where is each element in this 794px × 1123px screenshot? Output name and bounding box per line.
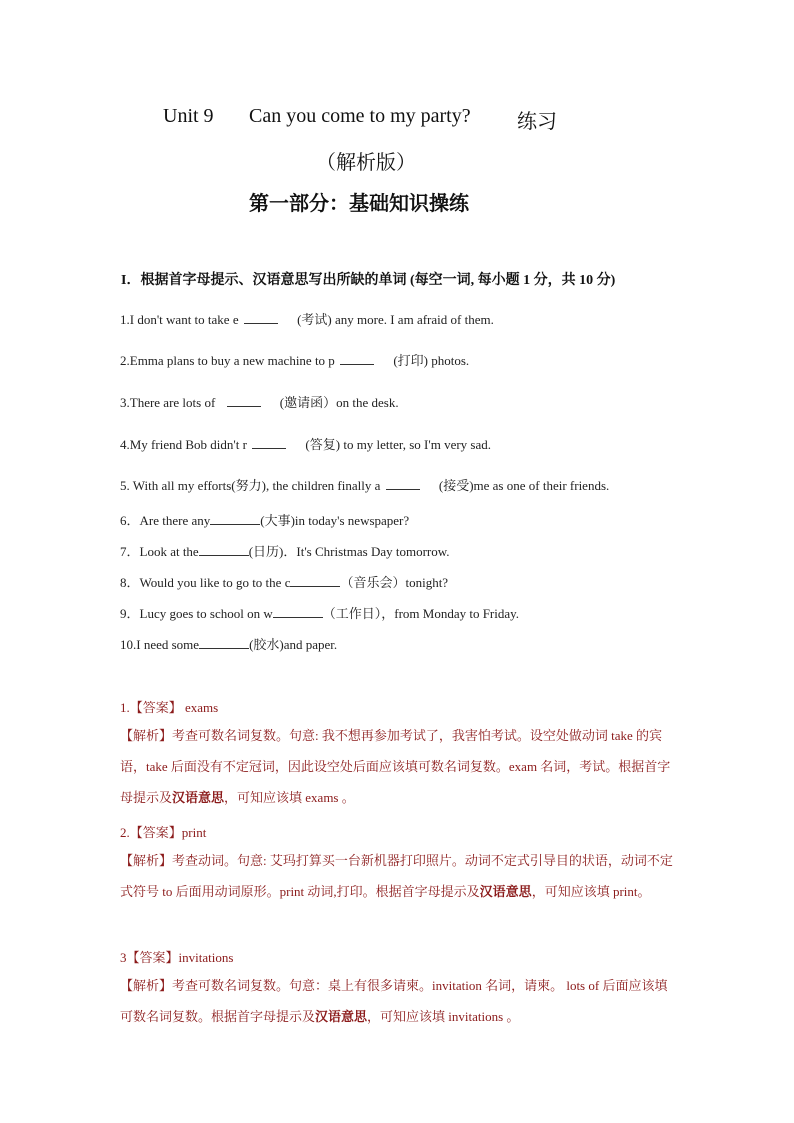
question-item: [120, 309, 494, 328]
part-title: 第一部分：基础知识操练: [249, 193, 469, 215]
question-item: [120, 603, 519, 622]
question-hint: (答复) to my letter, so I'm very sad.: [305, 437, 492, 452]
question-hint: (考试) any more. I am afraid of them.: [297, 312, 494, 327]
explanation-emphasis: 汉语意思: [315, 1009, 368, 1024]
question-item: [120, 475, 609, 494]
answer-blank: [386, 479, 420, 490]
explanation-text: ，可知应该填 print。: [531, 884, 651, 899]
answer-blank: [252, 438, 286, 449]
question-item: [120, 634, 337, 653]
question-hint: (打印) photos.: [393, 353, 470, 368]
question-text: 3.There are lots of: [120, 395, 216, 410]
answer-blank: [290, 576, 340, 587]
question-hint: (大事)in today's newspaper?: [260, 513, 410, 528]
question-text: 8．Would you like to go to the c: [120, 575, 291, 590]
question-text: 7．Look at the: [120, 544, 199, 559]
question-hint: (邀请函）on the desk.: [279, 395, 399, 410]
question-item: [120, 434, 491, 453]
explanation-emphasis: 汉语意思: [479, 884, 532, 899]
question-item: [120, 392, 399, 411]
question-text: 4.My friend Bob didn't r: [120, 437, 247, 452]
answer-heading: 1.【答案】 exams: [120, 700, 219, 715]
answer-explanation: [120, 720, 680, 813]
question-text: 10.I need some: [120, 637, 200, 652]
question-text: 2.Emma plans to buy a new machine to p: [120, 353, 335, 368]
subtitle: （解析版）: [316, 152, 416, 174]
question-text: 1.I don't want to take e: [120, 312, 239, 327]
explanation-text: 【解析】考查动词。句意: 艾玛打算买一台新机器打印照片。动词不定式引导目的状语，动词不定式符号 to 后面用动词原形。print 动词,打印。根据首字母提示及: [120, 853, 673, 899]
answer-blank: [340, 354, 374, 365]
question-item: [120, 350, 469, 369]
explanation-text: 【解析】考查可数名词复数。句意：桌上有很多请柬。invitation 名词，请柬。 lots of 后面应该填可数名词复数。根据首字母提示及: [120, 978, 668, 1024]
question-item: [120, 541, 450, 560]
explanation-text: ，可知应该填 invitations 。: [367, 1009, 520, 1024]
unit-label: Unit 9: [163, 105, 214, 127]
answer-explanation: [120, 845, 680, 907]
unit-question-title: Can you come to my party?: [249, 105, 471, 127]
answer-explanation: [120, 970, 680, 1032]
question-hint: (胶水)and paper.: [249, 637, 338, 652]
question-item: [120, 572, 448, 591]
explanation-text: ，可知应该填 exams 。: [224, 790, 355, 805]
question-text: 9．Lucy goes to school on w: [120, 606, 273, 621]
question-hint: （工作日），from Monday to Friday.: [322, 606, 520, 621]
explanation-text: 【解析】考查可数名词复数。句意: 我不想再参加考试了，我害怕考试。设空处做动词 take 的宾语，take 后面没有不定冠词，因此设空处后面应该填可数名词复数。exam 名词，考试。根据首字母提示及: [120, 728, 671, 805]
answer-blank: [199, 638, 249, 649]
question-hint: (日历)．It's Christmas Day tomorrow.: [248, 544, 450, 559]
answer-heading: 3【答案】invitations: [120, 950, 234, 965]
answer-blank: [227, 396, 261, 407]
answer-blank: [210, 514, 260, 525]
question-hint: (接受)me as one of their friends.: [438, 478, 610, 493]
question-text: 6．Are there any: [120, 513, 211, 528]
practice-label: 练习: [517, 111, 557, 133]
answer-blank: [199, 545, 249, 556]
question-text: 5. With all my efforts(努力), the children finally a: [120, 478, 381, 493]
question-hint: （音乐会）tonight?: [340, 575, 449, 590]
explanation-emphasis: 汉语意思: [172, 790, 225, 805]
answer-blank: [244, 313, 278, 324]
question-item: [120, 510, 409, 529]
answer-blank: [273, 607, 323, 618]
answer-heading: 2.【答案】print: [120, 825, 207, 840]
section-heading: I．根据首字母提示、汉语意思写出所缺的单词 (每空一词, 每小题 1 分，共 10 分): [121, 273, 616, 288]
